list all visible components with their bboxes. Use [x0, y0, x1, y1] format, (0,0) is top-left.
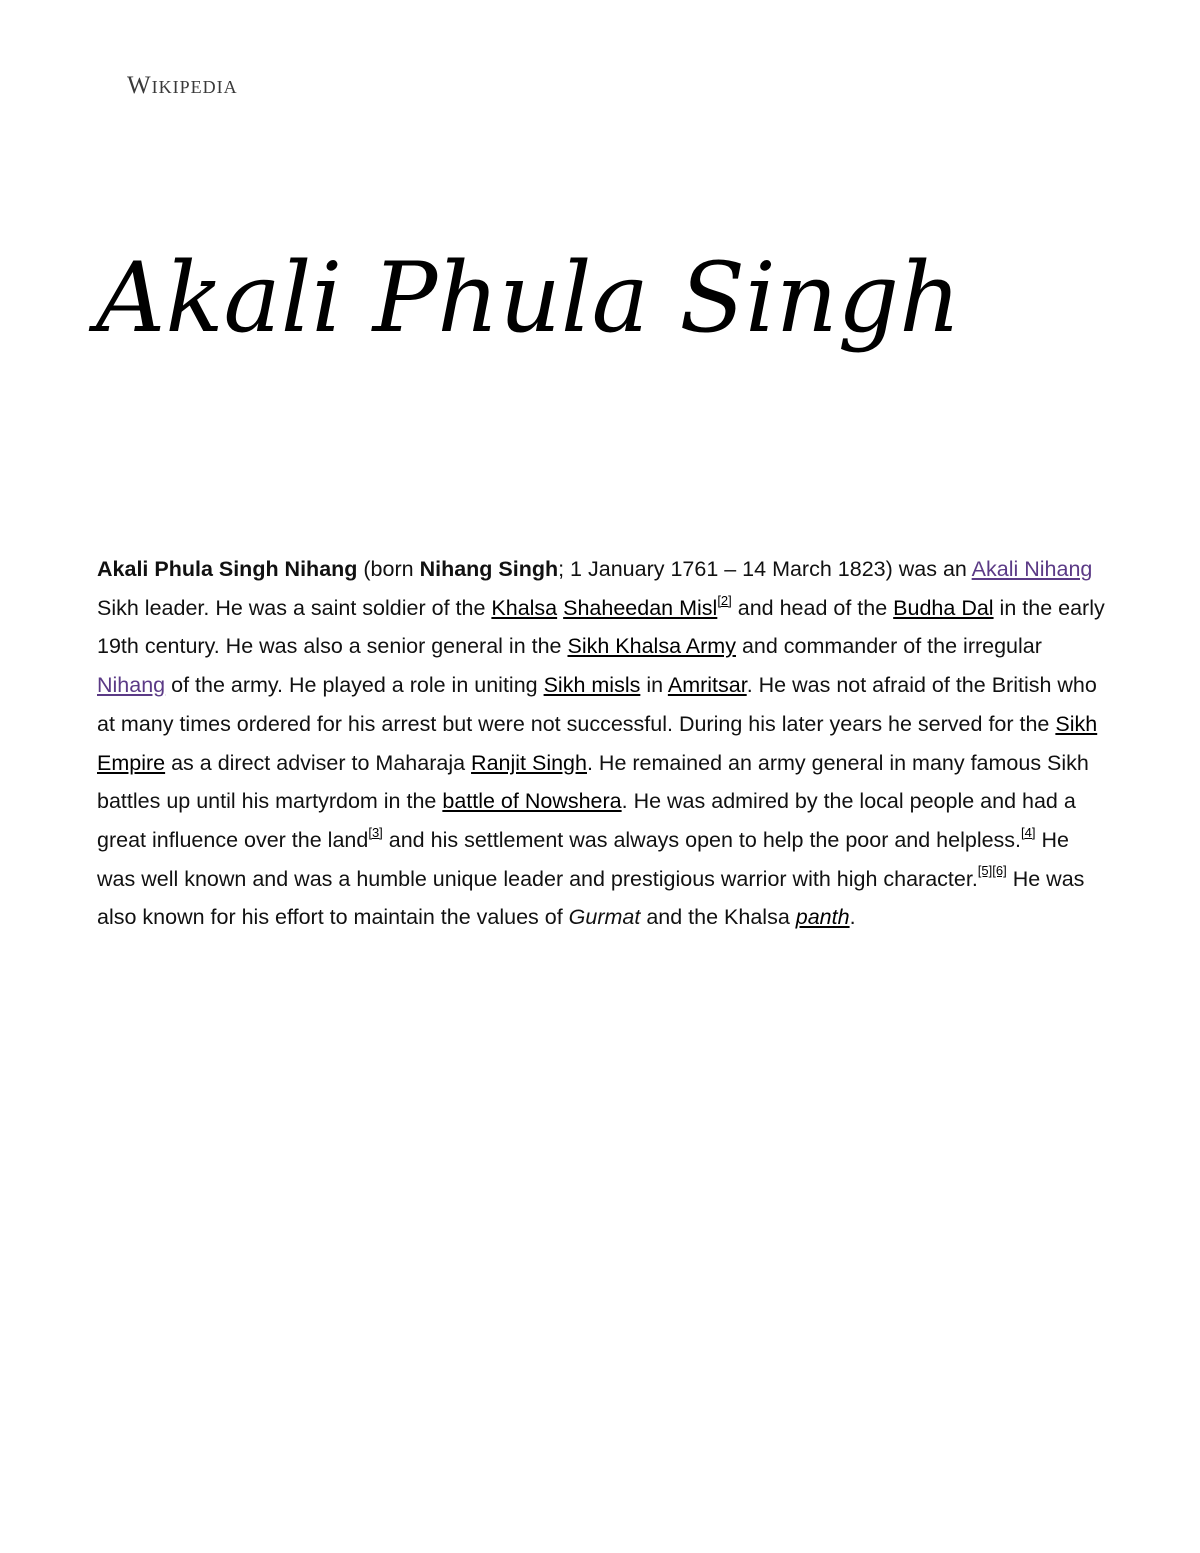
- citation-5[interactable]: [5]: [977, 863, 993, 879]
- lead-text: Sikh leader. He was a saint soldier of the: [97, 595, 492, 620]
- lead-text: ; 1 January 1761 – 14 March 1823) was an: [558, 557, 972, 581]
- lead-text: He was also known for his effort to maintain the values of: [97, 866, 1085, 930]
- lead-paragraph: [97, 550, 1107, 937]
- term-gurmat: Gurmat: [568, 905, 641, 930]
- lead-text: in the early 19th century. He was also a senior general in the: [97, 595, 1105, 659]
- citation-4[interactable]: [4]: [1021, 824, 1036, 840]
- link-shaheedan-misl[interactable]: Shaheedan Misl: [563, 595, 718, 620]
- citation-2[interactable]: [2]: [717, 592, 732, 608]
- lead-text: in: [640, 673, 668, 698]
- link-sikh-misls[interactable]: Sikh misls: [543, 673, 641, 698]
- link-ranjit-singh[interactable]: Ranjit Singh: [471, 750, 587, 775]
- lead-text: . He was admired by the local people and had a great influence over the land: [97, 789, 1076, 852]
- lead-text: and commander of the irregular: [735, 634, 1042, 659]
- subject-name: Akali Phula Singh Nihang: [97, 557, 358, 581]
- lead-text: as a direct adviser to Maharaja: [165, 750, 472, 775]
- link-amritsar[interactable]: Amritsar: [667, 673, 747, 698]
- link-budha-dal[interactable]: Budha Dal: [893, 595, 994, 620]
- link-sikh-khalsa-army[interactable]: Sikh Khalsa Army: [567, 634, 736, 659]
- lead-text: . He remained an army general in many famous Sikh battles up until his martyrdom in the: [97, 750, 1089, 814]
- lead-text: (born: [357, 557, 420, 581]
- lead-text: and the Khalsa: [640, 905, 796, 930]
- citation-3[interactable]: [3]: [368, 824, 383, 840]
- link-khalsa[interactable]: Khalsa: [491, 595, 558, 620]
- birth-name: Nihang Singh: [419, 557, 559, 581]
- lead-text: and head of the: [731, 595, 894, 620]
- wikipedia-logo[interactable]: Wikipedia: [127, 72, 238, 99]
- link-panth[interactable]: panth: [795, 905, 850, 930]
- lead-text: He was well known and was a humble unique leader and prestigious warrior with high character.: [97, 827, 1069, 891]
- lead-text: and his settlement was always open to help the poor and helpless.: [382, 827, 1022, 852]
- citation-6[interactable]: [6]: [992, 863, 1007, 879]
- link-battle-of-nowshera[interactable]: battle of Nowshera: [442, 789, 622, 814]
- page-title: Akali Phula Singh: [96, 242, 961, 354]
- link-akali-nihang[interactable]: Akali Nihang: [971, 557, 1093, 581]
- link-sikh-empire[interactable]: Sikh Empire: [97, 711, 1098, 775]
- lead-text: . He was not afraid of the British who at many times ordered for his arrest but were not successful. During his later years he served for the: [97, 673, 1097, 736]
- lead-text: .: [849, 905, 856, 930]
- link-nihang[interactable]: Nihang: [97, 673, 166, 698]
- lead-text: of the army. He played a role in uniting: [165, 673, 544, 698]
